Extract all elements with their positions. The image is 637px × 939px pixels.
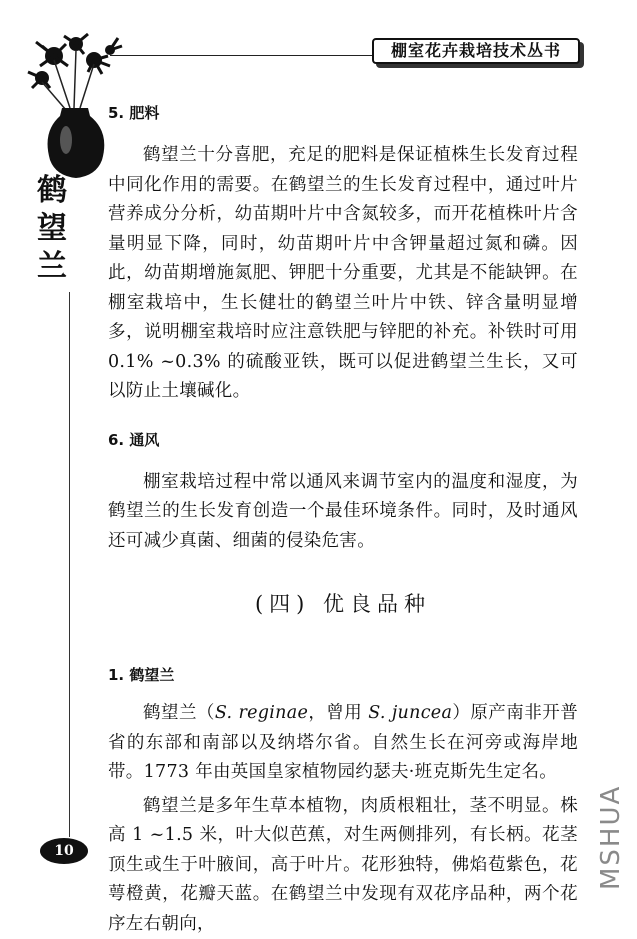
watermark-text: MSHUA [596, 770, 636, 890]
paragraph-ventilation: 棚室栽培过程中常以通风来调节室内的温度和湿度，为鹤望兰的生长发育创造一个最佳环境条件。同时，及时通风还可减少真菌、细菌的侵染危害。 [108, 468, 578, 557]
scientific-name-juncea: S. juncea [368, 703, 452, 723]
section-title-varieties: (四) 优良品种 [108, 588, 578, 618]
paragraph-fertilizer: 鹤望兰十分喜肥，充足的肥料是保证植株生长发育过程中同化作用的需要。在鹤望兰的生长发育过程中，通过叶片营养成分分析，幼苗期叶片中含氮较多，而开花植株叶片含量明显下降，同时，幼苗期叶片中含钾量超过氮和磷。因此，幼苗期增施氮肥、钾肥十分重要，尤其是不能缺钾。在棚室栽培中，生长健壮的鹤望兰叶片中铁、锌含量明显增多，说明棚室栽培时应注意铁肥与锌肥的补充。补铁时可用 0.1% ~0.3% 的硫酸亚铁，既可以促进鹤望兰生长，又可以防止土壤碱化。 [108, 141, 578, 407]
paragraph-origin [108, 699, 578, 788]
main-text [108, 100, 578, 939]
origin-text-start: 鹤望兰（ [143, 703, 215, 723]
vertical-title-char: 望 [33, 210, 71, 248]
margin-rule [69, 292, 70, 837]
section-heading-fertilizer: 5. 肥料 [108, 102, 578, 123]
paragraph-description: 鹤望兰是多年生草本植物，肉质根粗壮，茎不明显。株高 1 ~1.5 米，叶大似芭蕉，对生两侧排列，有长柄。花茎顶生或生于叶腋间，高于叶片。花形独特，佛焰苞紫色，花萼橙黄，花瓣天蓝。在鹤望兰中发现有双花序品种，两个花序左右朝向， [108, 792, 578, 939]
series-title-badge: 棚室花卉栽培技术丛书 [372, 38, 580, 64]
vertical-title-char: 鹤 [33, 172, 71, 210]
vertical-title-char: 兰 [33, 248, 71, 286]
page-number: 10 [40, 838, 88, 864]
subheading-bird-of-paradise: 1. 鹤望兰 [108, 664, 578, 685]
section-heading-ventilation: 6. 通风 [108, 429, 578, 450]
header-rule [110, 55, 378, 56]
origin-text-mid: ，曾用 [308, 703, 368, 723]
origin-text-end: ）原产南非开普省的东部和南部以及纳塔尔省。自然生长在河旁或海岸地带。1773 年由英国皇家植物园约瑟夫·班克斯先生定名。 [108, 703, 578, 782]
scientific-name-reginae: S. reginae [215, 703, 308, 723]
chapter-vertical-title [33, 172, 71, 286]
